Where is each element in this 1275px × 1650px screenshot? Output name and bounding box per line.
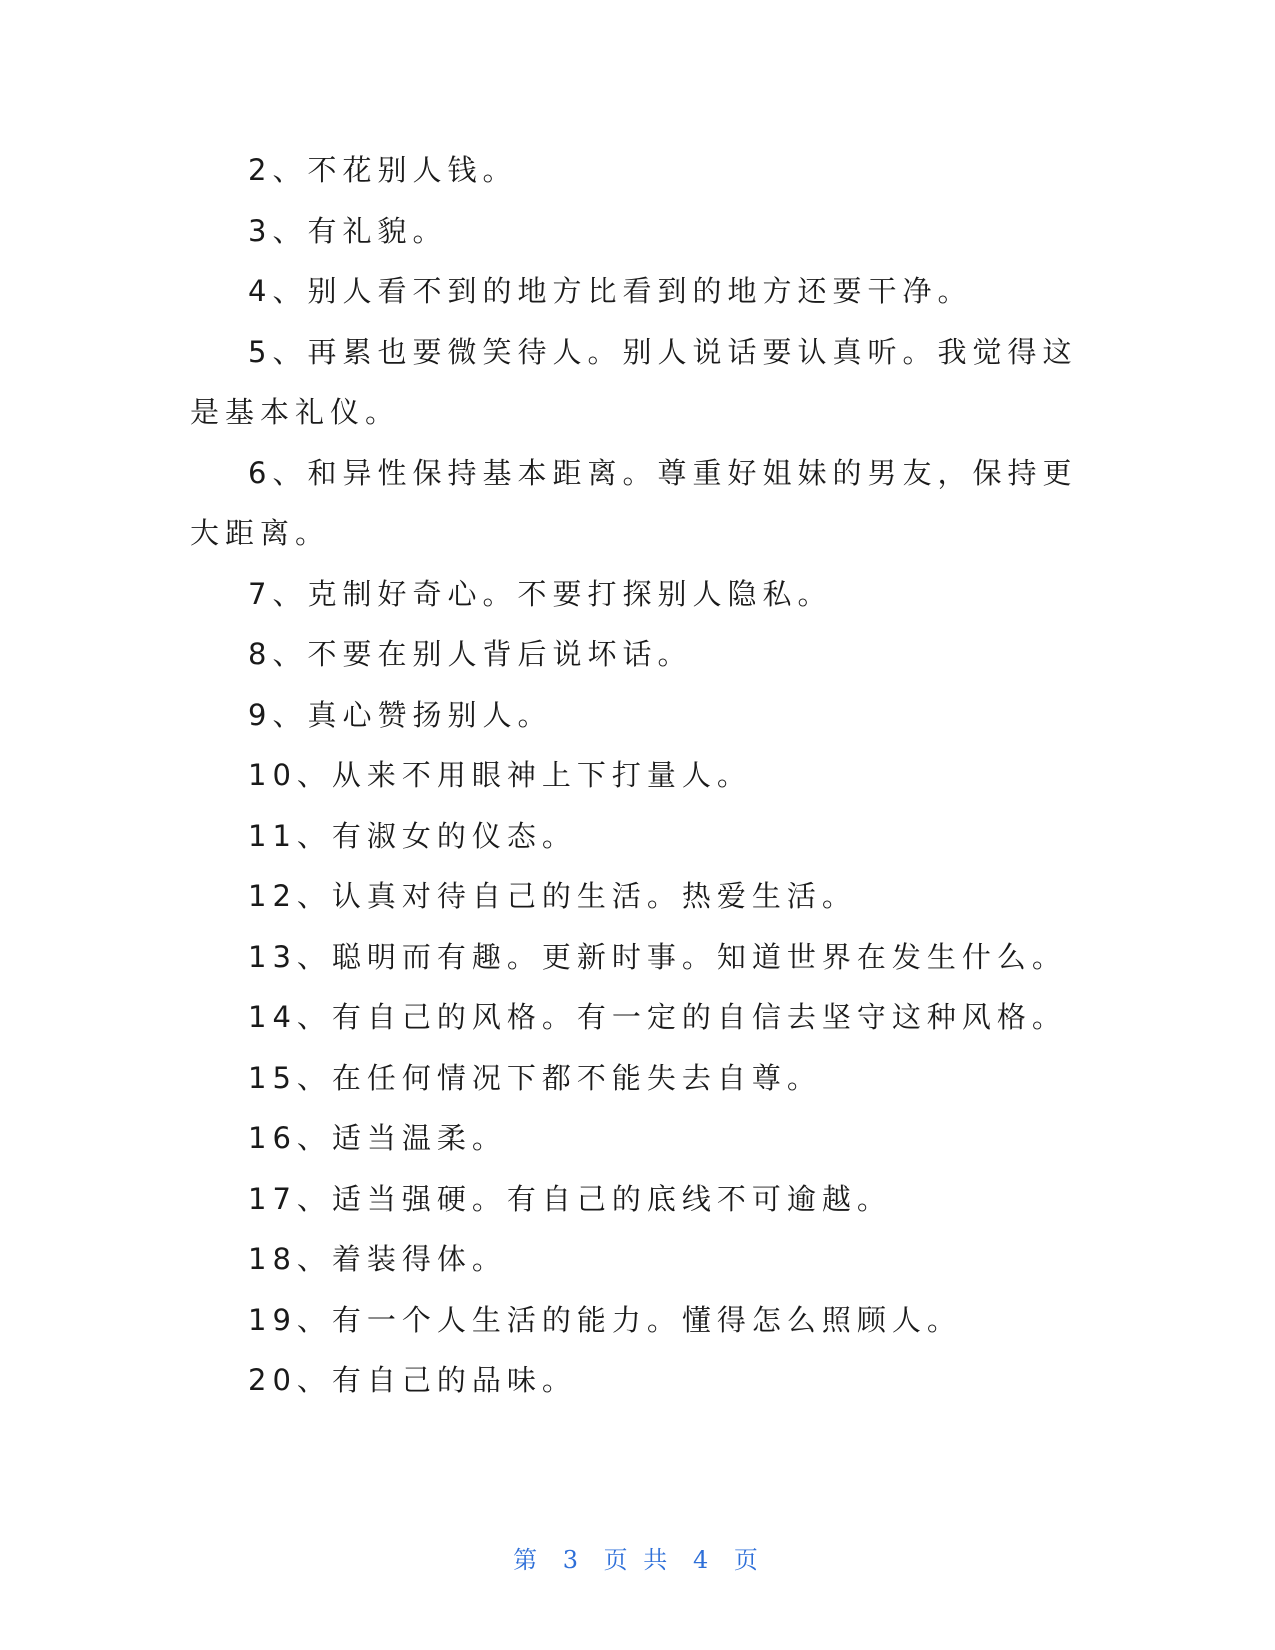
list-item: 6、和异性保持基本距离。尊重好姐妹的男友，保持更大距离。 [190,455,1078,550]
list-item: 19、有一个人生活的能力。懂得怎么照顾人。 [248,1302,962,1337]
footer-prefix: 第 [513,1546,542,1574]
list-item: 12、认真对待自己的生活。热爱生活。 [248,879,857,913]
total-pages-number: 4 [692,1546,713,1574]
list-item: 4、别人看不到的地方比看到的地方还要干净。 [248,274,973,308]
list-item: 9、真心赞扬别人。 [248,697,553,732]
list-item: 3、有礼貌。 [248,213,448,248]
footer-suffix: 页 [733,1546,762,1574]
footer-middle: 页 共 [603,1546,672,1574]
list-item: 2、不花别人钱。 [248,153,518,187]
current-page-number: 3 [562,1546,583,1574]
list-item: 7、克制好奇心。不要打探别人隐私。 [248,576,833,611]
list-item: 5、再累也要微笑待人。别人说话要认真听。我觉得这是基本礼仪。 [190,334,1078,429]
page-footer [0,1540,1275,1575]
list-item: 8、不要在别人背后说坏话。 [248,637,693,671]
list-item: 18、着装得体。 [248,1242,507,1276]
list-item: 11、有淑女的仪态。 [248,818,577,853]
list-item: 17、适当强硬。有自己的底线不可逾越。 [248,1181,892,1216]
document-body [190,140,1090,1411]
list-item: 20、有自己的品味。 [248,1363,577,1397]
list-item: 14、有自己的风格。有一定的自信去坚守这种风格。 [248,1000,1067,1034]
list-item: 16、适当温柔。 [248,1121,507,1155]
list-item: 10、从来不用眼神上下打量人。 [248,758,752,792]
list-item: 13、聪明而有趣。更新时事。知道世界在发生什么。 [248,939,1067,974]
list-item: 15、在任何情况下都不能失去自尊。 [248,1060,822,1095]
